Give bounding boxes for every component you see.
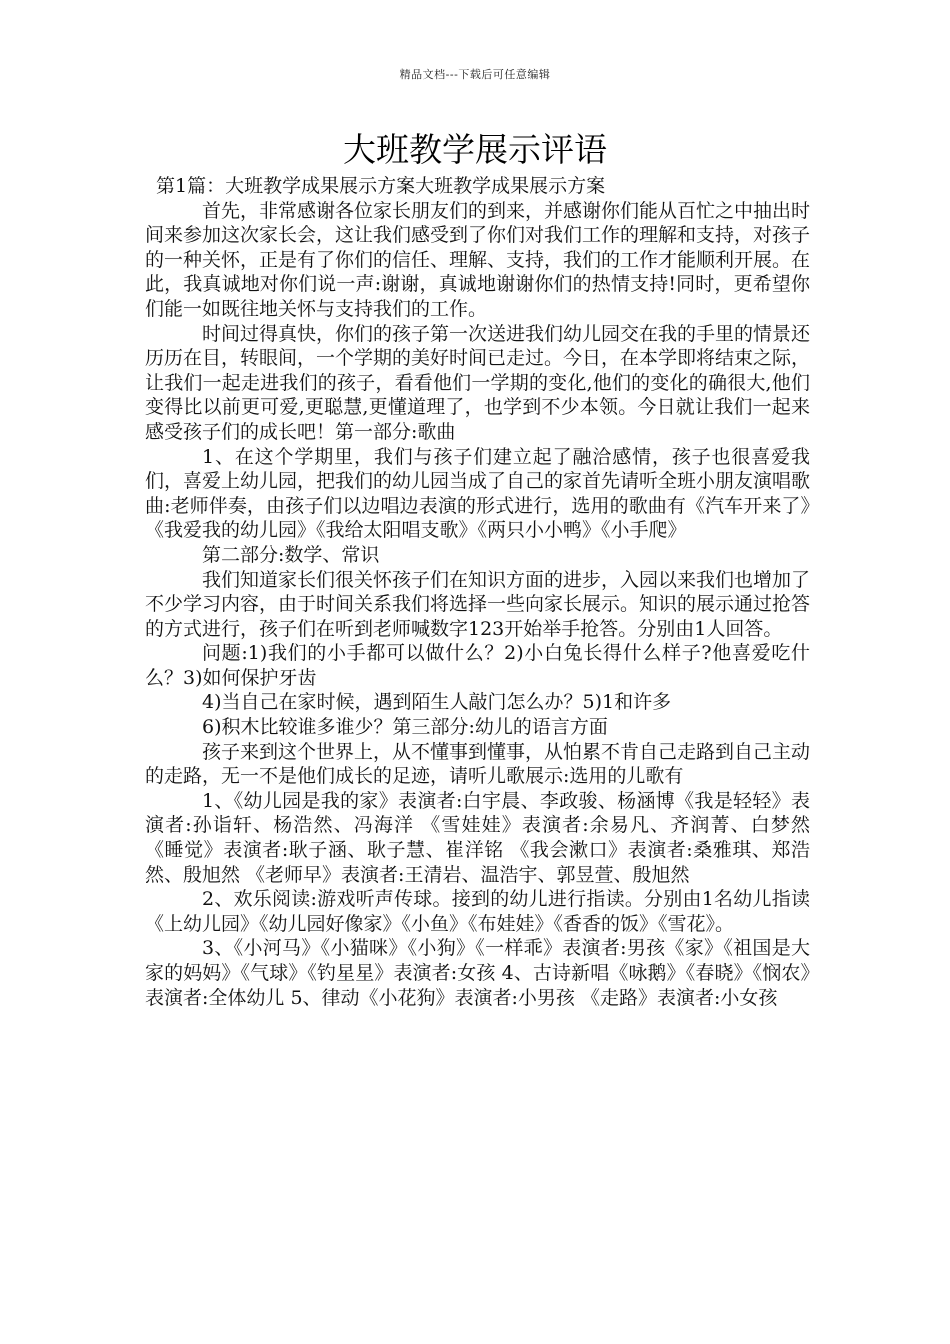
section-heading: 第1篇：大班教学成果展示方案大班教学成果展示方案 bbox=[156, 175, 606, 197]
header-note: 精品文档---下载后可任意编辑 bbox=[399, 68, 551, 81]
paragraph-rhymes: 1、《幼儿园是我的家》表演者:白宇晨、李政骏、杨涵博《我是轻轻》表演者:孙诣轩、杨浩然、冯海洋 《雪娃娃》表演者:余易凡、齐润菁、白梦然 《睡觉》表演者:耿子涵、耿子慧、崔洋铭 《我会漱口》表演者:桑雅琪、郑浩然、殷旭然 《老师早》表演者:王清岩、温浩宇、郭昱萱、殷旭然 bbox=[145, 789, 810, 886]
paragraph-intro: 首先，非常感谢各位家长朋友们的到来，并感谢你们能从百忙之中抽出时间来参加这次家长会，这让我们感受到了你们对我们工作的理解和支持，对孩子的一种关怀，正是有了你们的信任、理解、支持，我们的工作才能顺利开展。在此，我真诚地对你们说一声:谢谢，真诚地谢谢你们的热情支持!同时，更希望你们能一如既往地关怀与支持我们的工作。 bbox=[145, 199, 811, 320]
paragraph-performances: 3、《小河马》《小猫咪》《小狗》《一样乖》表演者:男孩《家》《祖国是大家的妈妈》《气球》《钓星星》表演者:女孩 4、古诗新唱《咏鹅》《春晓》《悯农》表演者:全体幼儿 5、律动《小花狗》表演者:小男孩 《走路》表演者:小女孩 bbox=[145, 937, 810, 1009]
paragraph-questions-2: 4)当自己在家时候，遇到陌生人敲门怎么办？5)1和许多 bbox=[202, 691, 672, 714]
document-body bbox=[145, 174, 810, 1010]
paragraph-reading: 2、欢乐阅读:游戏听声传球。接到的幼儿进行指读。分别由1名幼儿指读《上幼儿园》《幼儿园好像家》《小鱼》《布娃娃》《香香的饭》《雪花》。 bbox=[145, 888, 810, 935]
paragraph-questions-3: 6)积木比较谁多谁少？第三部分:幼儿的语言方面 bbox=[202, 716, 608, 739]
page-title: 大班教学展示评语 bbox=[343, 130, 607, 169]
paragraph-part-two-heading: 第二部分:数学、常识 bbox=[202, 543, 380, 566]
paragraph-questions-1: 问题:1)我们的小手都可以做什么？2)小白兔长得什么样子?他喜爱吃什么？3)如何保护牙齿 bbox=[145, 642, 810, 689]
paragraph-songs: 1、在这个学期里，我们与孩子们建立起了融洽感情，孩子也很喜爱我们，喜爱上幼儿园，把我们的幼儿园当成了自己的家首先请听全班小朋友演唱歌曲:老师伴奏，由孩子们以边唱边表演的形式进行，选用的歌曲有《汽车开来了》《我爱我的幼儿园》《我给太阳唱支歌》《两只小小鸭》《小手爬》 bbox=[145, 445, 811, 542]
paragraph-knowledge: 我们知道家长们很关怀孩子们在知识方面的进步，入园以来我们也增加了不少学习内容，由于时间关系我们将选择一些向家长展示。知识的展示通过抢答的方式进行，孩子们在听到老师喊数字123开始举手抢答。分别由1人回答。 bbox=[145, 568, 811, 640]
paragraph-language: 孩子来到这个世界上，从不懂事到懂事，从怕累不肯自己走路到自己主动的走路，无一不是他们成长的足迹，请听儿歌展示:选用的儿歌有 bbox=[145, 740, 811, 788]
paragraph-time: 时间过得真快，你们的孩子第一次送进我们幼儿园交在我的手里的情景还历历在目，转眼间，一个学期的美好时间已走过。今日，在本学即将结束之际，让我们一起走进我们的孩子，看看他们一学期的变化,他们的变化的确很大,他们变得比以前更可爱,更聪慧,更懂道理了，也学到不少本领。今日就让我们一起来感受孩子们的成长吧！第一部分:歌曲 bbox=[145, 322, 811, 443]
